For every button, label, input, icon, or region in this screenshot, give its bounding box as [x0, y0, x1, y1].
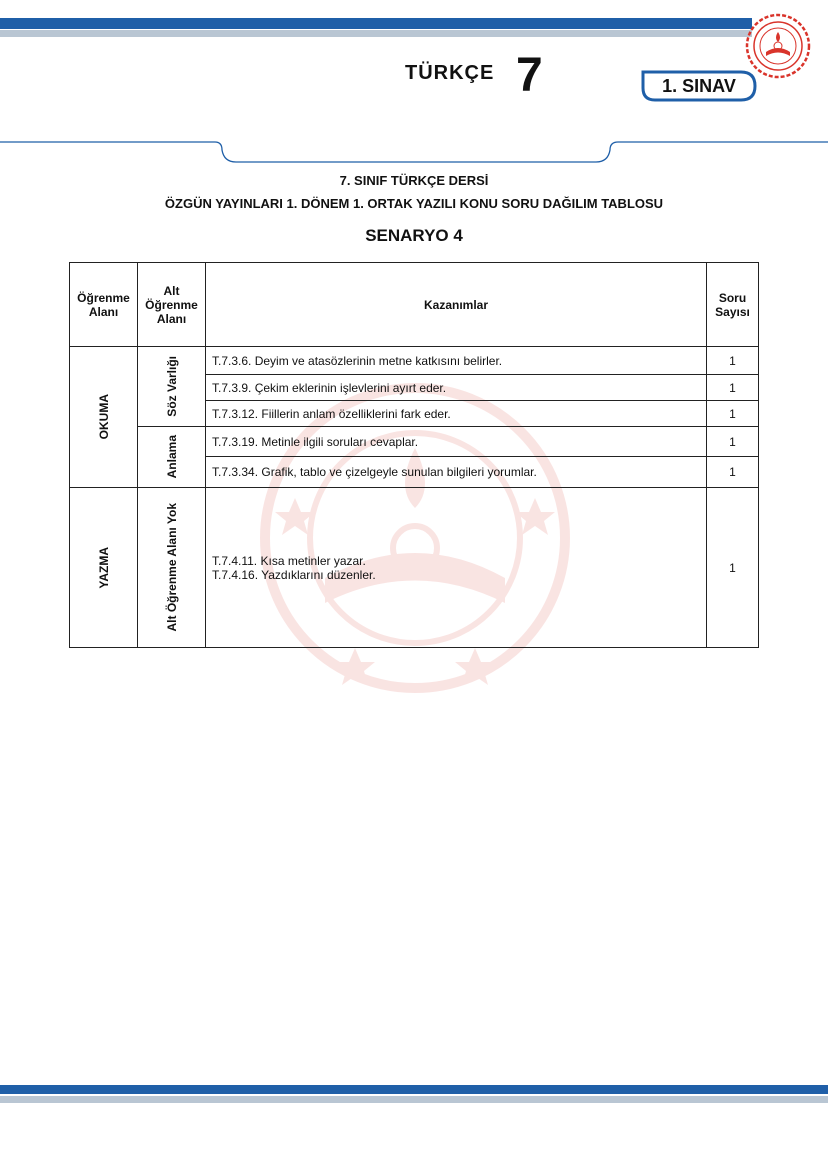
course-title: 7. SINIF TÜRKÇE DERSİ	[339, 173, 489, 188]
top-header-bar-accent	[0, 30, 752, 37]
distribution-table	[69, 262, 759, 648]
exam-badge	[641, 70, 757, 102]
outcome-cell: T.7.3.6. Deyim ve atasözlerinin metne katkısını belirler.	[206, 347, 707, 375]
exam-label: 1. SINAV	[662, 76, 736, 96]
outcome-cell: T.7.3.12. Fiillerin anlam özelliklerini fark eder.	[206, 401, 707, 427]
header-divider	[0, 138, 828, 168]
header-count: Soru Sayısı	[707, 263, 759, 347]
outcome-line: T.7.4.11. Kısa metinler yazar.	[212, 553, 366, 568]
outcome-cell-yazma	[206, 488, 707, 648]
table-row	[70, 347, 759, 375]
count-cell: 1	[707, 488, 759, 648]
area-okuma	[70, 347, 138, 488]
area-okuma-label: OKUMA	[96, 394, 111, 440]
header-sub-area: Alt Öğrenme Alanı	[138, 263, 206, 347]
sub-area-soz-varligi	[138, 347, 206, 427]
outcome-cell: T.7.3.34. Grafik, tablo ve çizelgeyle sunulan bilgileri yorumlar.	[206, 457, 707, 488]
header-outcomes: Kazanımlar	[206, 263, 707, 347]
grade-number: 7	[516, 49, 543, 102]
count-cell: 1	[707, 375, 759, 401]
subject-title: TÜRKÇE	[405, 62, 495, 84]
count-cell: 1	[707, 457, 759, 488]
outcome-cell: T.7.3.19. Metinle ilgili soruları cevaplar.	[206, 427, 707, 457]
table-row	[70, 488, 759, 648]
sub-area-none-label: Alt Öğrenme Alanı Yok	[164, 503, 179, 632]
area-yazma	[70, 488, 138, 648]
footer-bar	[0, 1085, 828, 1094]
table-row	[70, 427, 759, 457]
count-cell: 1	[707, 347, 759, 375]
header-area: Öğrenme Alanı	[70, 263, 138, 347]
count-cell: 1	[707, 427, 759, 457]
sub-area-anlama-label: Anlama	[164, 435, 179, 479]
footer-bar-accent	[0, 1096, 828, 1103]
sub-area-anlama	[138, 427, 206, 488]
count-cell: 1	[707, 401, 759, 427]
top-header-bar	[0, 18, 752, 29]
sub-area-soz-varligi-label: Söz Varlığı	[164, 356, 179, 417]
sub-area-none	[138, 488, 206, 648]
area-yazma-label: YAZMA	[96, 546, 111, 589]
outcome-cell: T.7.3.9. Çekim eklerinin işlevlerini ayırt eder.	[206, 375, 707, 401]
table-header-row	[70, 263, 759, 347]
outcome-line: T.7.4.16. Yazdıklarını düzenler.	[212, 567, 376, 582]
table-title: ÖZGÜN YAYINLARI 1. DÖNEM 1. ORTAK YAZILI KONU SORU DAĞILIM TABLOSU	[164, 196, 664, 211]
scenario-title: SENARYO 4	[365, 226, 463, 245]
